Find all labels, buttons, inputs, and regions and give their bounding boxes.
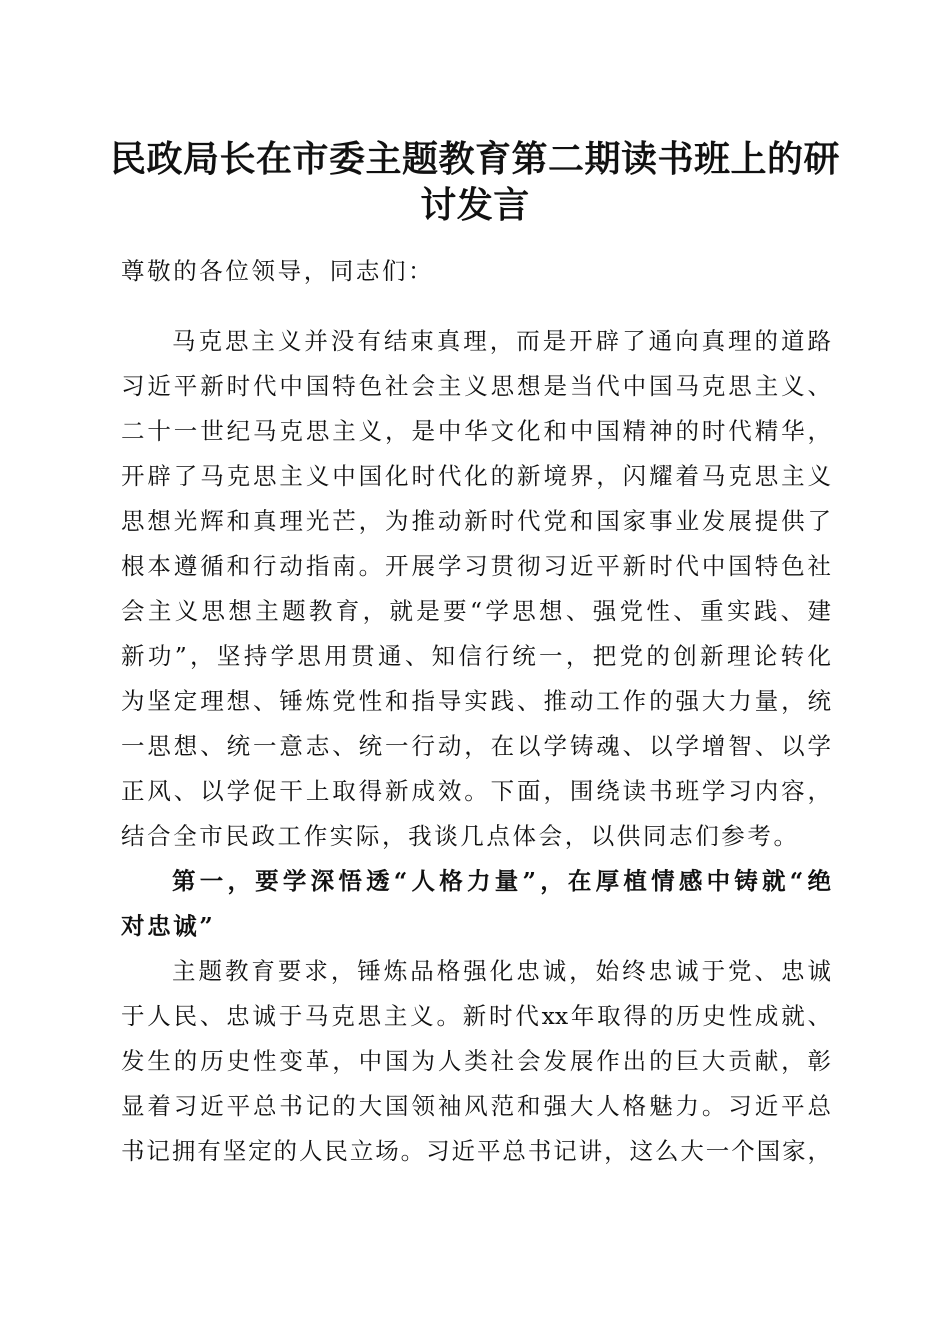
paragraph-1-line: 二十一世纪马克思主义，是中华文化和中国精神的时代精华， <box>121 417 831 445</box>
section-heading-1-line: 对忠诚” <box>121 912 216 940</box>
paragraph-1-line: 会主义思想主题教育，就是要“学思想、强党性、重实践、建 <box>121 597 831 625</box>
paragraph-1-line: 习近平新时代中国特色社会主义思想是当代中国马克思主义、 <box>121 372 831 400</box>
paragraph-1-line: 根本遵循和行动指南。开展学习贯彻习近平新时代中国特色社 <box>121 552 831 580</box>
paragraph-1-line: 一思想、统一意志、统一行动，在以学铸魂、以学增智、以学 <box>121 732 831 760</box>
section-heading-1-line: 第一，要学深悟透“人格力量”，在厚植情感中铸就“绝 <box>172 867 831 895</box>
salutation: 尊敬的各位领导，同志们： <box>121 257 435 285</box>
paragraph-1-line: 马克思主义并没有结束真理，而是开辟了通向真理的道路 <box>172 327 831 355</box>
paragraph-2-line: 主题教育要求，锤炼品格强化忠诚，始终忠诚于党、忠诚 <box>172 957 831 985</box>
paragraph-1-line: 为坚定理想、锤炼党性和指导实践、推动工作的强大力量，统 <box>121 687 831 715</box>
paragraph-1-line: 新功”，坚持学思用贯通、知信行统一，把党的创新理论转化 <box>121 642 831 670</box>
document-title-line-2: 讨发言 <box>420 184 530 226</box>
paragraph-1-line: 正风、以学促干上取得新成效。下面，围绕读书班学习内容， <box>121 777 831 805</box>
paragraph-2-line: 发生的历史性变革，中国为人类社会发展作出的巨大贡献，彰 <box>121 1047 831 1075</box>
paragraph-1-line: 结合全市民政工作实际，我谈几点体会，以供同志们参考。 <box>121 822 800 850</box>
paragraph-2-line: 显着习近平总书记的大国领袖风范和强大人格魅力。习近平总 <box>121 1092 831 1120</box>
document-title-line-1: 民政局长在市委主题教育第二期读书班上的研 <box>109 138 840 180</box>
paragraph-2-line: 书记拥有坚定的人民立场。习近平总书记讲，这么大一个国家， <box>121 1137 831 1165</box>
paragraph-2-line: 于人民、忠诚于马克思主义。新时代xx年取得的历史性成就、 <box>121 1002 831 1030</box>
paragraph-1-line: 开辟了马克思主义中国化时代化的新境界，闪耀着马克思主义 <box>121 462 831 490</box>
paragraph-1-line: 思想光辉和真理光芒，为推动新时代党和国家事业发展提供了 <box>121 507 831 535</box>
